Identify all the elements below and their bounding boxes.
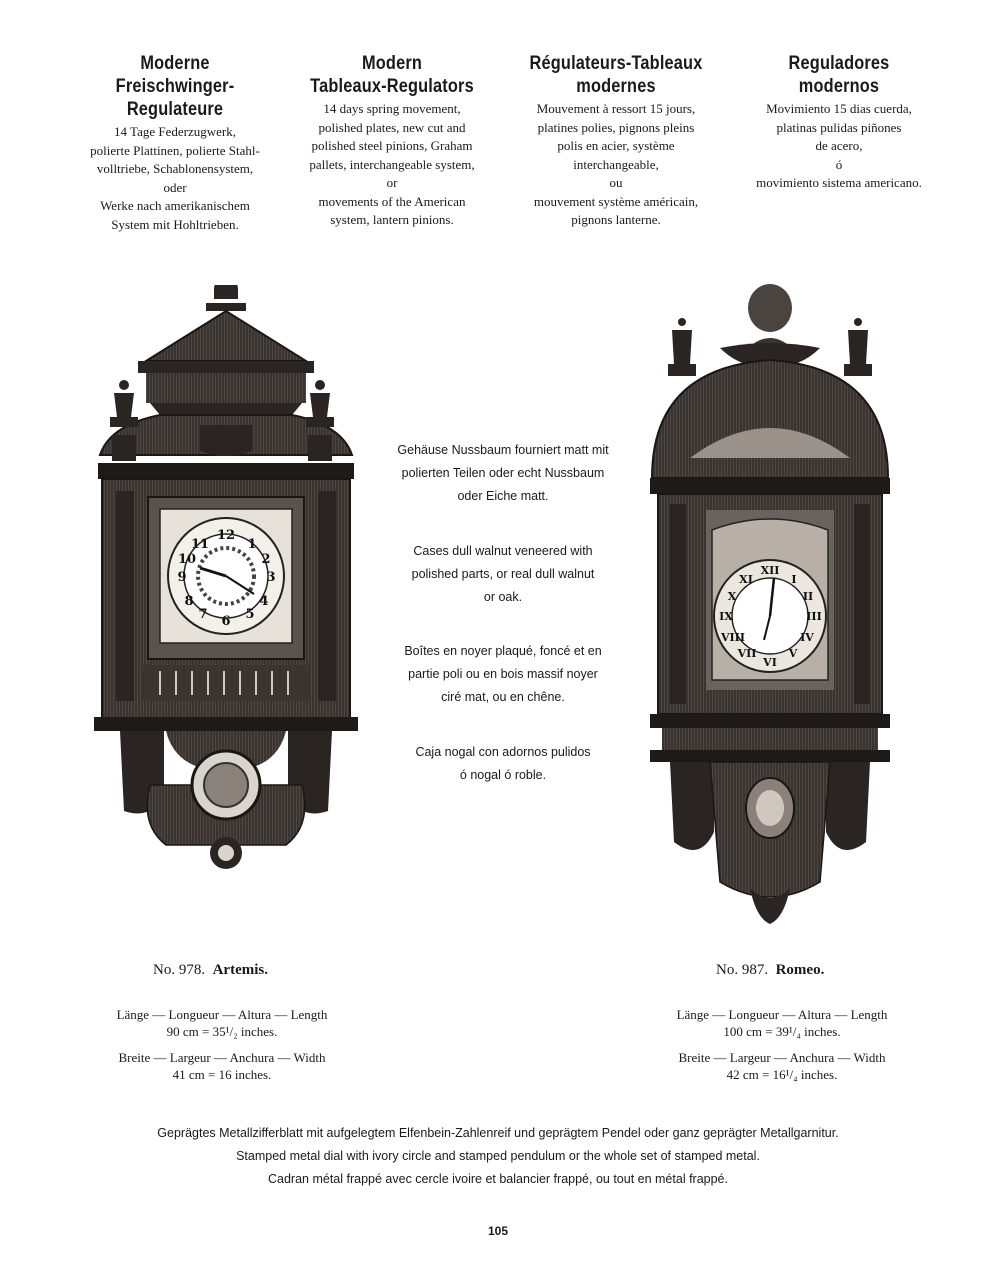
svg-text:XII: XII [760, 564, 780, 577]
column-spanish [736, 52, 942, 193]
svg-text:III: III [806, 610, 822, 623]
column-title: Régulateurs-Tableaux modernes [529, 53, 703, 97]
svg-text:VII: VII [737, 647, 757, 660]
case-description-english: Cases dull walnut veneered with polished parts, or real dull walnut or oak. [411, 544, 595, 604]
footer-english: Stamped metal dial with ivory circle and stamped pendulum or the whole set of stamped metal. [236, 1149, 760, 1163]
column-text: Mouvement à ressort 15 jours, platines polies, pignons pleins polis en acier, système interchangeable, ou mouvement système américain, pignons lanterne. [533, 101, 699, 227]
svg-text:10: 10 [177, 552, 197, 567]
svg-text:1: 1 [247, 537, 257, 552]
svg-text:12: 12 [216, 528, 236, 543]
column-text: Movimiento 15 dias cuerda, platinas pulidas piñones de acero, ó movimiento sistema americano. [756, 101, 922, 190]
svg-text:XI: XI [739, 573, 753, 586]
footer-french: Cadran métal frappé avec cercle ivoire et balancier frappé, ou tout en métal frappé. [268, 1172, 728, 1186]
romeo-length: Länge — Longueur — Altura — Length 100 cm = 39¹/₄ inches. [676, 1007, 888, 1039]
column-title: Reguladores modernos [788, 53, 890, 97]
svg-text:4: 4 [259, 594, 269, 609]
romeo-width: Breite — Largeur — Anchura — Width 42 cm = 16¹/₄ inches. [678, 1050, 886, 1082]
footer-german: Geprägtes Metallzifferblatt mit aufgelegtem Elfenbein-Zahlenreif und geprägtem Pendel oder ganz geprägter Metallgarnitur. [157, 1126, 839, 1140]
svg-text:11: 11 [190, 537, 210, 552]
column-german [60, 52, 290, 234]
artemis-length: Länge — Longueur — Altura — Length 90 cm = 35¹/₂ inches. [116, 1007, 328, 1039]
column-title: Moderne Freischwinger-Regulateure [115, 53, 235, 120]
column-text: 14 Tage Federzugwerk, polierte Plattinen, polierte Stahl- volltriebe, Schablonensystem, oder Werke nach amerikanischem System mit Hohltrieben. [90, 124, 260, 232]
page-number: 105 [487, 1224, 509, 1238]
column-title: Modern Tableaux-Regulators [310, 53, 474, 97]
svg-text:2: 2 [261, 552, 271, 567]
artemis-clock-illustration [80, 285, 370, 885]
svg-text:IX: IX [719, 610, 733, 623]
svg-text:7: 7 [198, 607, 208, 622]
svg-text:VI: VI [763, 656, 777, 669]
svg-text:II: II [802, 590, 814, 603]
svg-text:IV: IV [800, 631, 814, 644]
case-description-spanish: Caja nogal con adornos pulidos ó nogal ó roble. [415, 745, 591, 782]
romeo-clock-illustration [640, 278, 900, 948]
artemis-width: Breite — Largeur — Anchura — Width 41 cm = 16 inches. [118, 1050, 326, 1082]
column-text: 14 days spring movement, polished plates, new cut and polished steel pinions, Graham pallets, interchangeable system, or movements of the American system, lantern pinions. [309, 101, 475, 227]
svg-text:VIII: VIII [721, 631, 745, 644]
svg-text:8: 8 [184, 594, 194, 609]
svg-text:9: 9 [177, 570, 187, 585]
svg-text:3: 3 [266, 570, 276, 585]
svg-text:5: 5 [245, 607, 255, 622]
svg-text:I: I [791, 573, 797, 586]
svg-text:V: V [788, 647, 798, 660]
case-description-french: Boîtes en noyer plaqué, foncé et en partie poli ou en bois massif noyer ciré mat, ou en chêne. [404, 644, 602, 704]
product-title-artemis: No. 978. Artemis. [153, 962, 268, 978]
svg-text:X: X [727, 590, 737, 603]
case-description-german: Gehäuse Nussbaum fourniert matt mit polierten Teilen oder echt Nussbaum oder Eiche matt. [397, 443, 609, 503]
column-english [280, 52, 504, 230]
column-french [508, 52, 724, 230]
product-title-romeo: No. 987. Romeo. [716, 962, 825, 978]
svg-text:6: 6 [221, 614, 231, 629]
